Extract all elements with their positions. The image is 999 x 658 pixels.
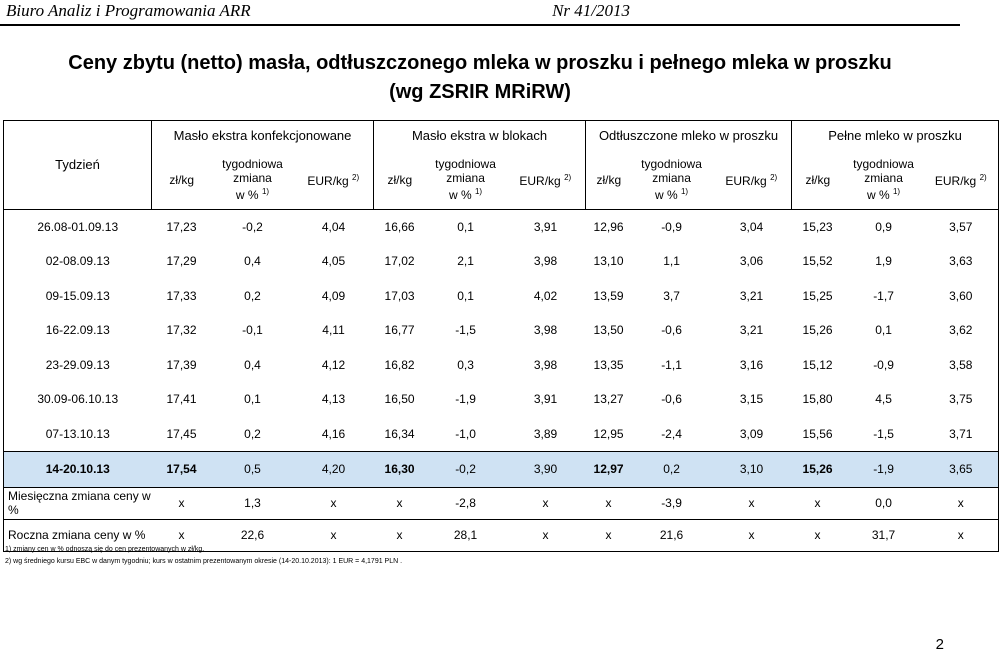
table-cell: 3,90 [506, 452, 586, 488]
week-cell: 16-22.09.13 [4, 313, 152, 348]
table-cell: -0,2 [212, 209, 294, 244]
table-cell: 1,3 [212, 487, 294, 519]
table-cell: x [712, 519, 792, 551]
table-cell: x [924, 487, 999, 519]
running-header [0, 0, 960, 28]
table-cell: 16,30 [374, 452, 426, 488]
col-eur: EUR/kg $^{2)}$ [924, 151, 999, 210]
table-cell: 16,66 [374, 209, 426, 244]
table-cell: x [586, 519, 632, 551]
week-cell: 09-15.09.13 [4, 279, 152, 314]
table-cell: 17,41 [166, 392, 197, 407]
table-cell: 12,96 [586, 209, 632, 244]
table-cell: x [924, 519, 999, 551]
col-change: tygodniowa zmiana w % $^{1)}$ [435, 157, 496, 202]
table-cell: 17,32 [166, 323, 197, 338]
table-cell: 3,06 [739, 254, 764, 269]
table-cell: 15,12 [802, 357, 833, 372]
table-cell: 31,7 [844, 519, 924, 551]
col-eur: EUR/kg $^{2)}$ [506, 151, 586, 210]
footnote-1: 1) zmiany cen w % odnoszą się do cen prezentowanych w zł/kg. [5, 546, 205, 553]
table-cell: 3,98 [533, 357, 558, 372]
group-header: Masło ekstra konfekcjonowane [152, 121, 374, 151]
table-cell: -1,0 [455, 426, 476, 441]
table-cell: -0,9 [632, 209, 712, 244]
monthly-change-row [4, 487, 999, 519]
table-cell: 16,34 [384, 426, 415, 441]
table-cell: 3,98 [533, 254, 558, 269]
table-cell: 17,54 [152, 452, 212, 488]
table-cell: -2,4 [661, 426, 682, 441]
table-cell: 1,1 [663, 254, 680, 269]
table-cell: 3,58 [924, 348, 999, 383]
table-cell: -1,5 [455, 323, 476, 338]
table-cell: 3,16 [739, 357, 764, 372]
table-cell: -0,6 [661, 392, 682, 407]
table-cell: 16,50 [384, 392, 415, 407]
table-cell: 12,97 [586, 452, 632, 488]
table-cell: 3,7 [663, 288, 680, 303]
table-cell: 0,3 [457, 357, 474, 372]
col-change: tygodniowa zmiana w % $^{1)}$ [853, 157, 914, 202]
week-cell: 02-08.09.13 [4, 244, 152, 279]
yearly-label: Roczna zmiana ceny w % [4, 519, 152, 551]
table-cell: 4,04 [294, 209, 374, 244]
table-cell: 4,05 [321, 254, 346, 269]
table-cell: 0,2 [244, 288, 261, 303]
price-table [3, 120, 999, 552]
page-subtitle: (wg ZSRIR MRiRW) [389, 81, 571, 103]
table-cell: 1,9 [875, 254, 892, 269]
table-row [4, 313, 999, 348]
table-cell: 13,59 [593, 288, 624, 303]
table-cell: x [294, 487, 374, 519]
table-cell: 4,02 [533, 288, 558, 303]
col-eur: EUR/kg $^{2)}$ [294, 151, 374, 210]
table-cell: 13,27 [593, 392, 624, 407]
table-cell: 3,09 [739, 426, 764, 441]
table-cell: -1,5 [873, 426, 894, 441]
table-cell: x [792, 487, 844, 519]
footnote-2: 2) wg średniego kursu EBC w danym tygodniu; kurs w ostatnim prezentowanym okresie (14-20.10.2013): 1 EUR = 4,1791 PLN . [5, 558, 403, 565]
page-title: Ceny zbytu (netto) masła, odtłuszczonego mleka w proszku i pełnego mleka w proszku [68, 52, 892, 74]
table-cell: -0,6 [661, 323, 682, 338]
week-cell: 26.08-01.09.13 [4, 209, 152, 244]
col-change: tygodniowa zmiana w % $^{1)}$ [222, 157, 283, 202]
table-cell: 17,03 [384, 288, 415, 303]
table-cell: -1,9 [455, 392, 476, 407]
table-cell: x [792, 519, 844, 551]
publisher-name: Biuro Analiz i Programowania ARR [6, 1, 251, 20]
table-cell: 15,52 [802, 254, 833, 269]
table-cell: 3,65 [924, 452, 999, 488]
table-cell: 0,2 [632, 452, 712, 488]
col-zl: zł/kg [805, 172, 831, 187]
table-cell: 13,10 [593, 254, 624, 269]
page-number: 2 [935, 636, 944, 653]
table-cell: 28,1 [426, 519, 506, 551]
table-row [4, 382, 999, 417]
table-cell: -0,2 [426, 452, 506, 488]
table-cell: 21,6 [632, 519, 712, 551]
table-cell: 16,82 [384, 357, 415, 372]
table-cell: 16,77 [384, 323, 415, 338]
table-cell: 3,63 [924, 244, 999, 279]
table-cell: 2,1 [457, 254, 474, 269]
table-cell: 4,20 [294, 452, 374, 488]
table-cell: 0,0 [844, 487, 924, 519]
table-cell: 3,57 [924, 209, 999, 244]
col-zl: zł/kg [387, 172, 413, 187]
table-cell: 15,80 [802, 392, 833, 407]
table-cell: 0,5 [212, 452, 294, 488]
table-cell: 3,10 [712, 452, 792, 488]
table-cell: 15,26 [792, 452, 844, 488]
table-cell: 4,09 [321, 288, 346, 303]
table-row [4, 209, 999, 244]
table-cell: 17,45 [166, 426, 197, 441]
table-cell: 0,1 [426, 209, 506, 244]
table-cell: 4,13 [321, 392, 346, 407]
week-cell: 30.09-06.10.13 [4, 382, 152, 417]
table-cell: 3,21 [739, 323, 764, 338]
table-row [4, 279, 999, 314]
table-cell: -3,9 [632, 487, 712, 519]
table-cell: 3,91 [506, 209, 586, 244]
table-cell: 4,12 [321, 357, 346, 372]
table-cell: x [374, 487, 426, 519]
table-cell: -0,1 [242, 323, 263, 338]
table-cell: x [506, 487, 586, 519]
table-cell: 4,16 [321, 426, 346, 441]
col-change: tygodniowa zmiana w % $^{1)}$ [641, 157, 702, 202]
table-cell: 3,21 [739, 288, 764, 303]
table-cell: 4,5 [875, 392, 892, 407]
group-header: Odtłuszczone mleko w proszku [586, 121, 792, 151]
table-cell: 3,04 [712, 209, 792, 244]
table-cell: 0,4 [244, 254, 261, 269]
table-cell: 0,9 [844, 209, 924, 244]
group-header: Pełne mleko w proszku [792, 121, 999, 151]
week-header: Tydzień [4, 121, 152, 210]
issue-number: Nr 41/2013 [552, 1, 630, 20]
table-cell: 17,02 [384, 254, 415, 269]
table-cell: 15,56 [802, 426, 833, 441]
table-cell: 17,29 [166, 254, 197, 269]
table-cell: 4,11 [322, 323, 345, 338]
table-cell: -1,9 [844, 452, 924, 488]
table-row [4, 348, 999, 383]
table-cell: 3,75 [924, 382, 999, 417]
col-zl: zł/kg [596, 172, 622, 187]
table-cell: 0,1 [457, 288, 474, 303]
table-cell: -0,9 [873, 357, 894, 372]
table-cell: x [374, 519, 426, 551]
table-cell: x [586, 487, 632, 519]
monthly-label: Miesięczna zmiana ceny w % [4, 487, 152, 519]
table-cell: 3,71 [924, 417, 999, 452]
table-cell: 3,62 [924, 313, 999, 348]
table-cell: 17,23 [152, 209, 212, 244]
table-cell: x [152, 487, 212, 519]
group-header: Masło ekstra w blokach [374, 121, 586, 151]
table-cell: 3,91 [533, 392, 558, 407]
table-row [4, 417, 999, 452]
table-cell: 3,98 [533, 323, 558, 338]
table-cell: 22,6 [212, 519, 294, 551]
header-rule [0, 24, 960, 26]
table-cell: 15,26 [802, 323, 833, 338]
table-cell: x [152, 519, 212, 551]
col-zl: zł/kg [169, 172, 195, 187]
table-cell: x [712, 487, 792, 519]
table-cell: 13,50 [593, 323, 624, 338]
table-cell: 12,95 [593, 426, 624, 441]
table-cell: 0,2 [244, 426, 261, 441]
table-cell: -1,1 [661, 357, 682, 372]
table-row [4, 244, 999, 279]
table-cell: x [294, 519, 374, 551]
table-cell: x [506, 519, 586, 551]
col-eur: EUR/kg $^{2)}$ [712, 151, 792, 210]
weekly-rows [4, 209, 999, 487]
table-cell: 0,4 [244, 357, 261, 372]
table-cell: 0,1 [875, 323, 892, 338]
table-cell: 13,35 [593, 357, 624, 372]
table-cell: -2,8 [426, 487, 506, 519]
week-cell: 14-20.10.13 [4, 452, 152, 488]
table-cell: 0,1 [244, 392, 261, 407]
table-cell: 15,25 [802, 288, 833, 303]
table-row [4, 452, 999, 488]
table-cell: 17,39 [166, 357, 197, 372]
week-cell: 23-29.09.13 [4, 348, 152, 383]
table-cell: 3,89 [533, 426, 558, 441]
table-cell: 17,33 [166, 288, 197, 303]
table-cell: 3,15 [739, 392, 764, 407]
table-cell: 3,60 [924, 279, 999, 314]
week-cell: 07-13.10.13 [4, 417, 152, 452]
table-cell: 15,23 [792, 209, 844, 244]
table-cell: -1,7 [873, 288, 894, 303]
